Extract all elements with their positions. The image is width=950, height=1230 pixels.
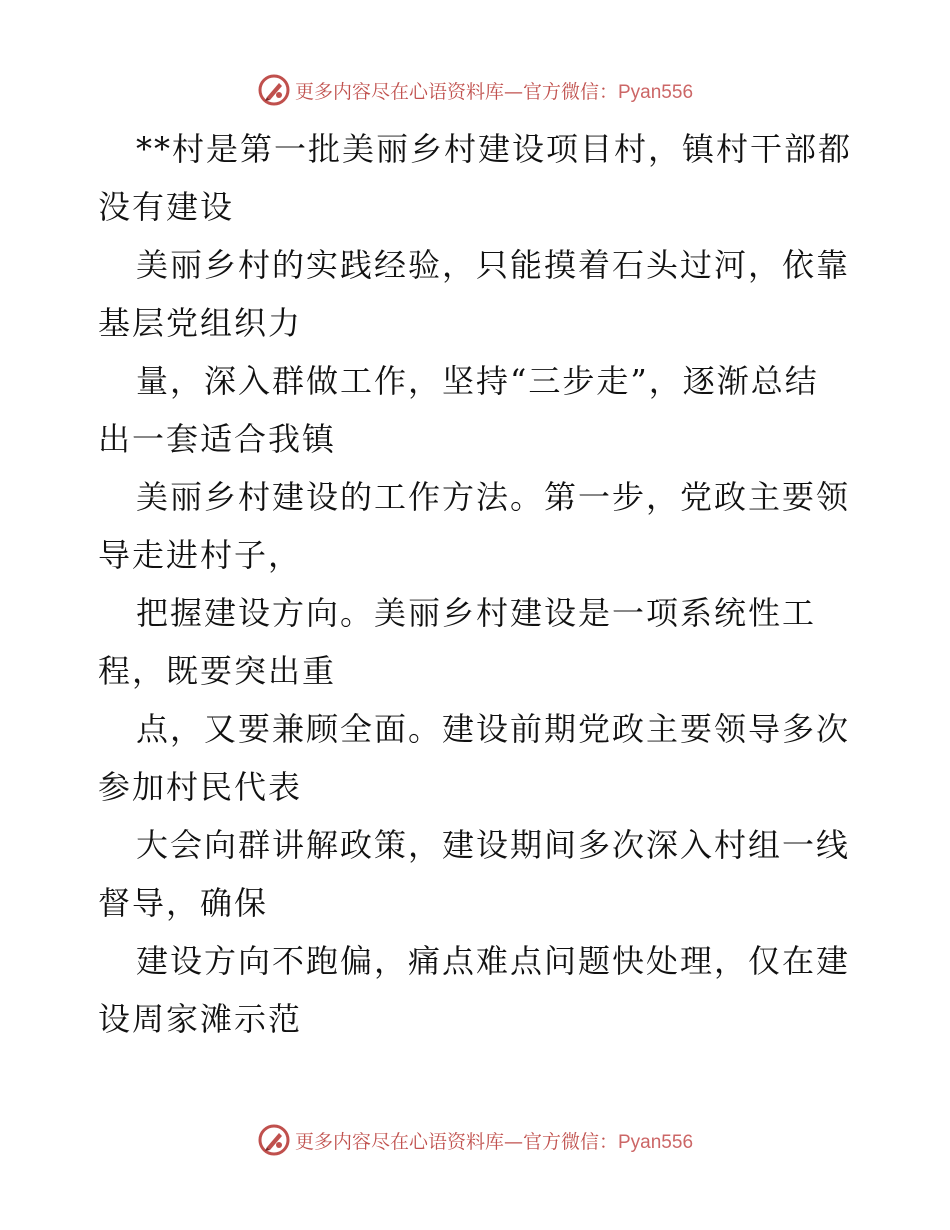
footer-watermark-text: 更多内容尽在心语资料库—官方微信：Pyan556: [294, 1130, 694, 1153]
body-line: 导走进村子，: [98, 536, 303, 574]
header-watermark-text: 更多内容尽在心语资料库—官方微信：Pyan556: [294, 80, 694, 103]
footer-watermark: [0, 1120, 950, 1160]
body-line: 美丽乡村建设的工作方法。第一步，党政主要领: [136, 478, 851, 516]
header-watermark: [0, 70, 950, 110]
document-body: [98, 120, 858, 1048]
body-line: 没有建设: [98, 188, 235, 226]
body-line: **村是第一批美丽乡村建设项目村，镇村干部都: [136, 130, 853, 168]
body-line: 量，深入群做工作，坚持“三步走”，逐渐总结: [136, 362, 819, 400]
footer-wechat-id: Pyan556: [618, 1131, 694, 1153]
pen-logo-icon: [257, 73, 291, 107]
header-wechat-id: Pyan556: [618, 81, 694, 103]
body-line: 出一套适合我镇: [98, 420, 337, 458]
body-line: 点，又要兼顾全面。建设前期党政主要领导多次: [136, 710, 851, 748]
body-line: 建设方向不跑偏，痛点难点问题快处理，仅在建: [136, 942, 851, 980]
body-line: 参加村民代表: [98, 768, 303, 806]
body-line: 设周家滩示范: [98, 1000, 303, 1038]
body-line: 大会向群讲解政策，建设期间多次深入村组一线: [136, 826, 851, 864]
body-line: 把握建设方向。美丽乡村建设是一项系统性工: [136, 594, 817, 632]
body-line: 基层党组织力: [98, 304, 303, 342]
body-line: 程，既要突出重: [98, 652, 337, 690]
body-line: 美丽乡村的实践经验，只能摸着石头过河，依靠: [136, 246, 851, 284]
body-line: 督导，确保: [98, 884, 269, 922]
pen-logo-icon: [257, 1123, 291, 1157]
